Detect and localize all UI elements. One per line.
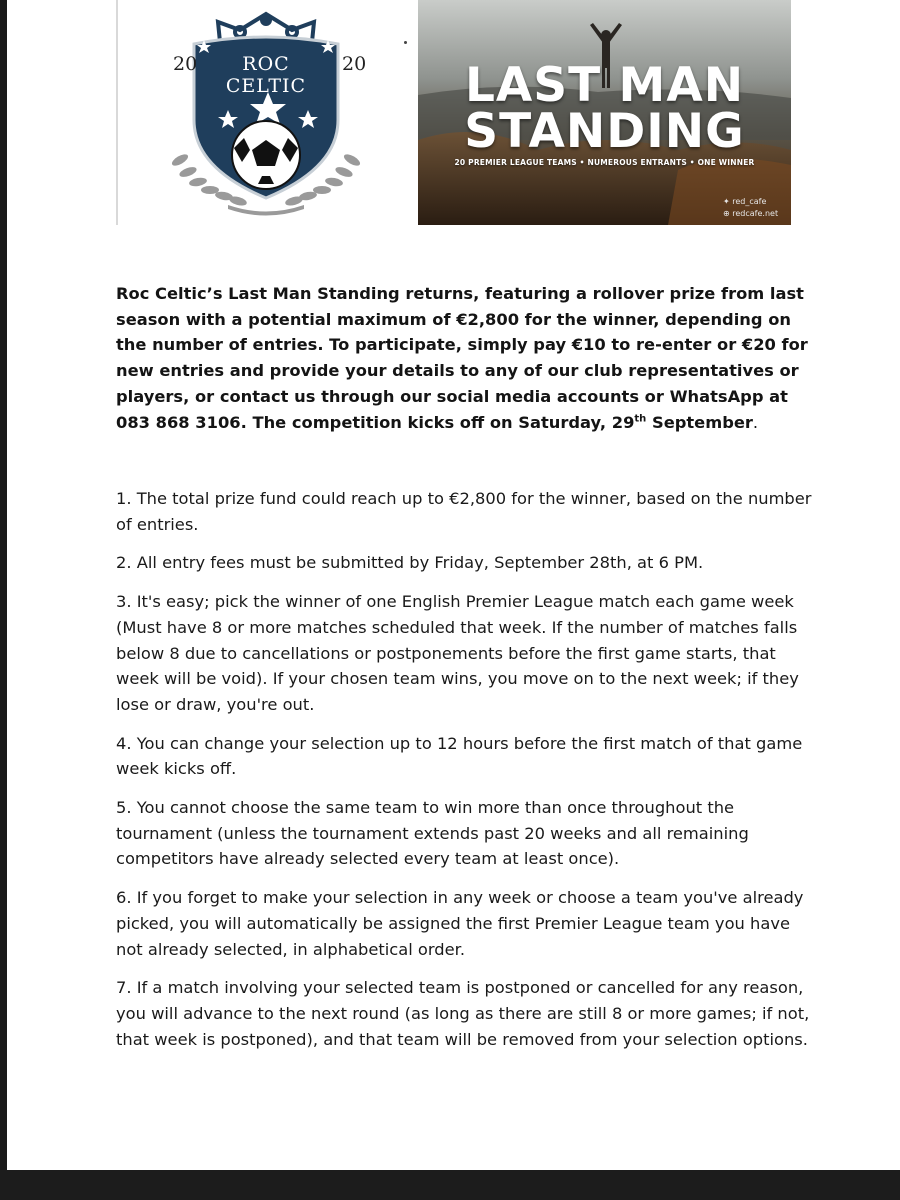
rules-list (116, 486, 816, 1065)
banner-title-line2: STANDING (464, 104, 745, 159)
rule-item: 5. You cannot choose the same team to win more than once throughout the tournament (unless the tournament extends past 20 weeks and all remaining competitors have already selected every team at least once). (116, 798, 749, 869)
club-crest (116, 0, 414, 225)
banner-credit-twitter: ✦ red_cafe (723, 197, 767, 206)
crest-year-right: 20 (342, 53, 367, 75)
date-ordinal: th (634, 413, 647, 425)
rule-item: 1. The total prize fund could reach up to €2,800 for the winner, based on the number of entries. (116, 489, 812, 534)
football-icon (232, 121, 300, 189)
intro-paragraph: Roc Celtic’s Last Man Standing returns, featuring a rollover prize from last season with a potential maximum of €2,800 for the winner, depending on the number of entries. To participate, simply pay €10 to re-enter or €20 for new entries and provide your details to any of our club representatives or players, or contact us through our social media accounts or WhatsApp at 083 868 3106. The competition kicks off on Saturday, 29th September. (116, 284, 808, 432)
crest-graphic (118, 0, 416, 225)
last-man-standing-banner (418, 0, 791, 225)
twitter-icon: ✦ (723, 197, 733, 206)
page-left-edge (0, 0, 7, 1200)
rule-item: 6. If you forget to make your selection in any week or choose a team you've already picked, you will automatically be assigned the first Premier League team you have not already selected, in alphabetical order. (116, 888, 804, 959)
rule-item: 7. If a match involving your selected team is postponed or cancelled for any reason, you will advance to the next round (as long as there are still 8 or more games; if not, that week is postponed), and that team will be removed from your selection options. (116, 978, 810, 1049)
rule-item: 3. It's easy; pick the winner of one English Premier League match each game week (Must have 8 or more matches scheduled that week. If the number of matches falls below 8 due to cancellations or postponements before the first game starts, that week will be void). If your chosen team wins, you move on to the next week; if they lose or draw, you're out. (116, 592, 799, 714)
crest-name-line2: CELTIC (225, 75, 307, 97)
page-bottom-bar (0, 1170, 900, 1200)
separator-dot (404, 41, 407, 44)
banner-title-line1: LAST MAN (464, 58, 745, 113)
globe-icon: ⊕ (723, 209, 733, 218)
crest-name-line1: ROC (242, 53, 290, 75)
rule-item: 2. All entry fees must be submitted by Friday, September 28th, at 6 PM. (116, 553, 704, 573)
banner-tagline: 20 PREMIER LEAGUE TEAMS • NUMEROUS ENTRANTS • ONE WINNER (454, 158, 755, 167)
crest-year-left: 20 (173, 53, 198, 75)
rule-item: 4. You can change your selection up to 12 hours before the first match of that game week kicks off. (116, 733, 803, 779)
banner-credit-web: ⊕ redcafe.net (723, 209, 779, 218)
